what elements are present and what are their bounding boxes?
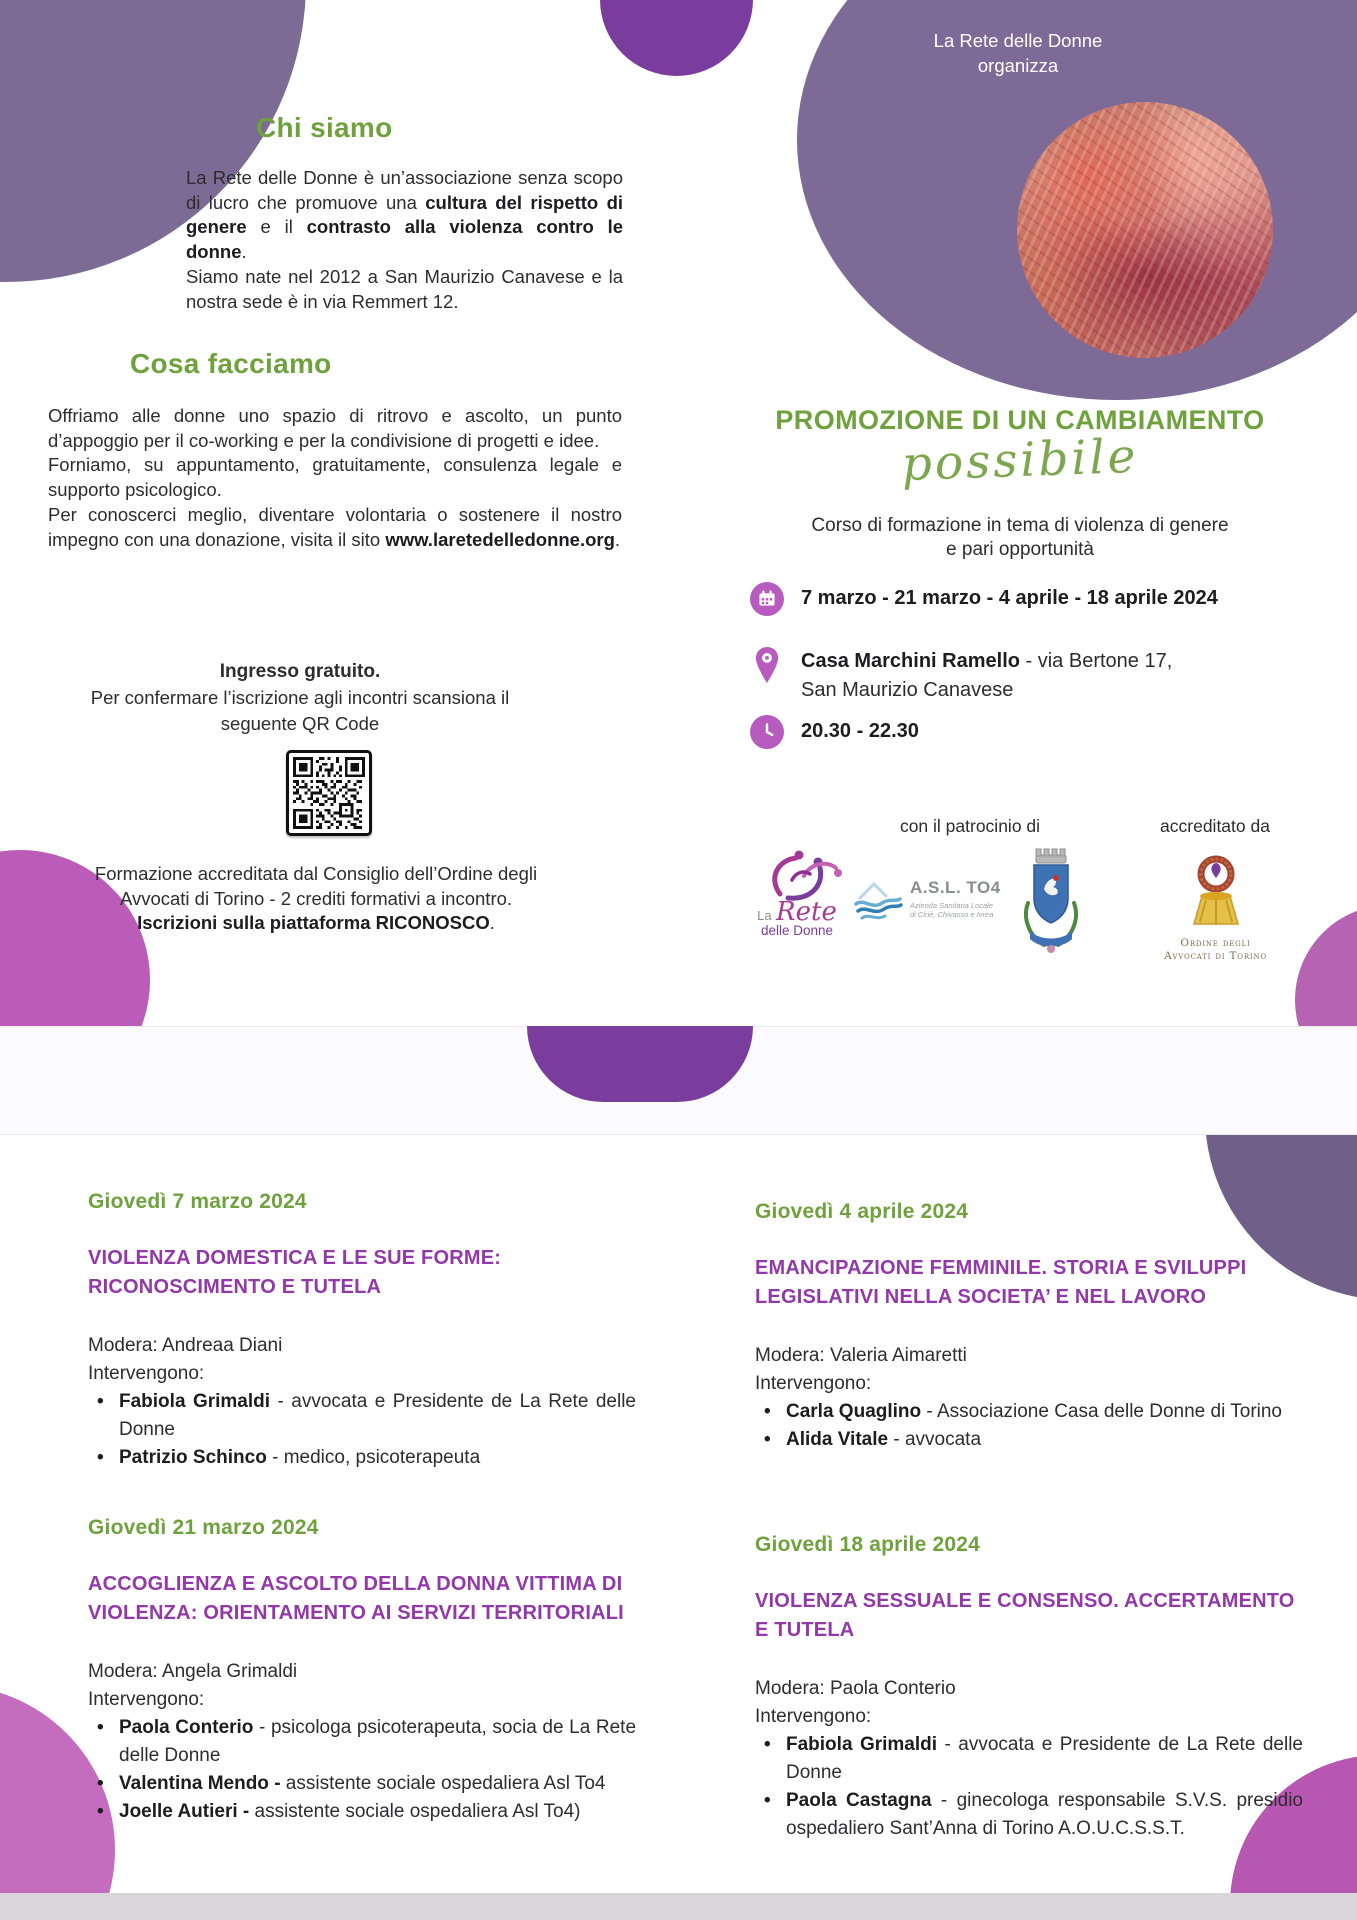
asl-logo-name: A.S.L. TO4	[910, 878, 1001, 897]
venue-row	[750, 645, 1172, 705]
asl-logo-mark	[852, 878, 904, 922]
who-text-4: Siamo nate nel 2012 a San Maurizio Canavese e la nostra sede è in via Remmert 12.	[186, 265, 623, 312]
speaker-name: Fabiola Grimaldi	[119, 1391, 271, 1412]
speaker-name: Alida Vitale	[786, 1429, 889, 1450]
event-speakers-label: Intervengono:	[88, 1363, 205, 1384]
speaker-name: Carla Quaglino	[786, 1401, 922, 1422]
page-divider-band	[0, 1026, 1357, 1135]
free-entry-text: Per confermare l’iscrizione agli incontri scansiona il seguente QR Code	[90, 687, 510, 734]
la-rete-logo-la: La	[757, 908, 772, 923]
event-block-18-aprile	[755, 1533, 1303, 1843]
who-text-2: e il	[246, 216, 307, 238]
event-moderator: Modera: Valeria Aimaretti	[755, 1345, 967, 1366]
brochure-program-page	[0, 1135, 1357, 1893]
what-text-2: Forniamo, su appuntamento, gratuitamente, consulenza legale e supporto psicologico.	[48, 454, 622, 501]
free-entry-title: Ingresso gratuito.	[219, 661, 381, 682]
la-rete-logo-rete: Rete	[776, 897, 837, 927]
course-line-2: e pari opportunità	[946, 538, 1094, 560]
speaker-name: Joelle Autieri -	[119, 1801, 250, 1822]
patronage-label: con il patrocinio di	[899, 816, 1041, 836]
speaker-item	[755, 1398, 1303, 1426]
speaker-desc: - avvocata e Presidente de La Rete delle Donne	[119, 1391, 636, 1440]
event-speakers-label: Intervengono:	[755, 1373, 872, 1394]
asl-logo-sub	[910, 901, 1001, 919]
venue-address: - via Bertone 17,	[1019, 650, 1173, 672]
who-we-are-paragraph	[186, 166, 623, 314]
accreditation-period: .	[489, 912, 495, 933]
qr-code-image	[293, 757, 365, 829]
what-text-3	[48, 503, 622, 552]
accreditation-block	[66, 862, 566, 936]
asl-logo-sub1: Azienda Sanitaria Locale	[910, 901, 993, 910]
event-date: Giovedì 18 aprile 2024	[755, 1533, 981, 1556]
speakers-list	[88, 1388, 636, 1472]
who-we-are-heading: Chi siamo	[256, 112, 393, 143]
what-text-3a: Per conoscerci meglio, diventare volontaria o sostenere il nostro impegno con una donazione, visita il sito	[48, 503, 622, 550]
speakers-list	[88, 1714, 636, 1826]
who-text-3: .	[241, 241, 247, 263]
speaker-item	[88, 1444, 636, 1472]
course-line-1: Corso di formazione in tema di violenza di genere	[811, 515, 1229, 536]
location-pin-icon	[750, 645, 784, 685]
decorative-semicircle-top-center	[600, 0, 753, 76]
speaker-item	[88, 1798, 636, 1826]
dates-text: 7 marzo - 21 marzo - 4 aprile - 18 aprile 2024	[801, 587, 1218, 609]
asl-logo-sub2: di Ciriè, Chivasso e Ivrea	[910, 910, 994, 919]
free-entry-block	[70, 658, 530, 737]
what-we-do-heading: Cosa facciamo	[130, 348, 332, 379]
what-we-do-paragraph	[48, 404, 622, 552]
event-moderator: Modera: Angela Grimaldi	[88, 1661, 298, 1682]
event-topic-title: VIOLENZA SESSUALE E CONSENSO. ACCERTAMENTO E TUTELA	[755, 1590, 1295, 1641]
calendar-icon	[750, 582, 784, 616]
event-topic-title: EMANCIPAZIONE FEMMINILE. STORIA E SVILUPPI LEGISLATIVI NELLA SOCIETA’ E NEL LAVORO	[755, 1257, 1247, 1308]
la-rete-delle-donne-logo	[737, 842, 857, 938]
speaker-desc: assistente sociale ospedaliera Asl To4	[280, 1773, 606, 1794]
speakers-list	[755, 1731, 1303, 1843]
what-text-3b: .	[614, 528, 621, 550]
event-moderator: Modera: Andreaa Diani	[88, 1335, 283, 1356]
speakers-list	[755, 1398, 1303, 1454]
qr-code	[286, 750, 372, 836]
asl-to4-logo	[852, 878, 1002, 922]
speaker-name: Paola Conterio	[119, 1717, 254, 1738]
event-date: Giovedì 4 aprile 2024	[755, 1200, 969, 1223]
event-date: Giovedì 7 marzo 2024	[88, 1190, 307, 1213]
accredited-by-label: accreditato da	[1160, 816, 1270, 836]
la-rete-logo-sub: delle Donne	[760, 923, 834, 938]
organizer-header	[913, 28, 1123, 78]
decorative-semicircle-divider	[527, 1026, 753, 1102]
event-topic-title: ACCOGLIENZA E ASCOLTO DELLA DONNA VITTIMA DI VIOLENZA: ORIENTAMENTO AI SERVIZI TERRITORIALI	[88, 1573, 624, 1624]
ordine-logo-mark	[1184, 852, 1248, 930]
ordine-logo-line2: Avvocati di Torino	[1164, 950, 1267, 962]
dates-row	[750, 582, 1218, 616]
speaker-name: Paola Castagna	[786, 1790, 932, 1811]
event-block-7-marzo	[88, 1190, 636, 1472]
speaker-item	[755, 1426, 1303, 1454]
decorative-circle-mid-right	[1295, 905, 1357, 1026]
speaker-desc: - Associazione Casa delle Donne di Torino	[921, 1401, 1283, 1422]
event-topic-title: VIOLENZA DOMESTICA E LE SUE FORME: RICONOSCIMENTO E TUTELA	[88, 1247, 502, 1298]
organizer-verb: organizza	[977, 55, 1059, 76]
who-text-bold-1: cultura del rispetto di genere	[186, 191, 624, 238]
speaker-desc: assistente sociale ospedaliera Asl To4)	[249, 1801, 581, 1822]
venue-city: San Maurizio Canavese	[801, 679, 1014, 701]
website-url: www.laretedelledonne.org	[385, 528, 615, 550]
speaker-desc: - ginecologa responsabile S.V.S. presidio ospedaliero Sant’Anna di Torino A.O.U.C.S.S.T.	[786, 1790, 1303, 1839]
event-speakers-label: Intervengono:	[755, 1706, 872, 1727]
bottom-gray-strip	[0, 1893, 1357, 1920]
speaker-name: Fabiola Grimaldi	[786, 1734, 938, 1755]
who-text-1: La Rete delle Donne è un’associazione senza scopo di lucro che promuove una	[186, 167, 623, 213]
time-text: 20.30 - 22.30	[801, 720, 919, 742]
venue-name: Casa Marchini Ramello	[801, 650, 1020, 672]
event-title: PROMOZIONE DI UN CAMBIAMENTO	[775, 405, 1265, 435]
speaker-name: Valentina Mendo -	[119, 1773, 281, 1794]
ordine-logo-line1: Ordine degli	[1180, 937, 1251, 949]
speaker-item	[88, 1388, 636, 1444]
speaker-item	[755, 1787, 1303, 1843]
speaker-item	[88, 1714, 636, 1770]
accreditation-bold: Iscrizioni sulla piattaforma RICONOSCO	[137, 912, 490, 933]
speaker-name: Patrizio Schinco	[119, 1447, 267, 1468]
what-text-1: Offriamo alle donne uno spazio di ritrovo e ascolto, un punto d’appoggio per il co-working e per la condivisione di progetti e idee.	[48, 405, 622, 451]
municipality-crest-logo	[1016, 845, 1086, 968]
speaker-item	[755, 1731, 1303, 1787]
time-row	[750, 715, 919, 749]
venue-text	[801, 645, 1172, 705]
event-photo	[1017, 102, 1273, 358]
ordine-avvocati-logo	[1158, 852, 1273, 963]
crest-image	[1018, 845, 1084, 963]
event-speakers-label: Intervengono:	[88, 1689, 205, 1710]
speaker-item	[88, 1770, 636, 1798]
clock-icon	[750, 715, 784, 749]
event-block-4-aprile	[755, 1200, 1303, 1454]
speaker-desc: - avvocata e Presidente de La Rete delle Donne	[786, 1734, 1303, 1783]
event-title-script: possibile	[900, 428, 1140, 493]
accreditation-text: Formazione accreditata dal Consiglio dell’Ordine degli Avvocati di Torino - 2 crediti formativi a incontro.	[94, 863, 538, 909]
event-block-21-marzo	[88, 1516, 636, 1826]
speaker-desc: - psicologa psicoterapeuta, socia de La Rete delle Donne	[119, 1717, 637, 1766]
speaker-desc: - avvocata	[888, 1429, 982, 1450]
course-description	[745, 514, 1295, 561]
event-moderator: Modera: Paola Conterio	[755, 1678, 956, 1699]
speaker-desc: - medico, psicoterapeuta	[266, 1447, 481, 1468]
event-date: Giovedì 21 marzo 2024	[88, 1516, 319, 1539]
organizer-name: La Rete delle Donne	[933, 30, 1103, 51]
who-text-bold-2: contrasto alla violenza contro le donne	[186, 216, 623, 263]
